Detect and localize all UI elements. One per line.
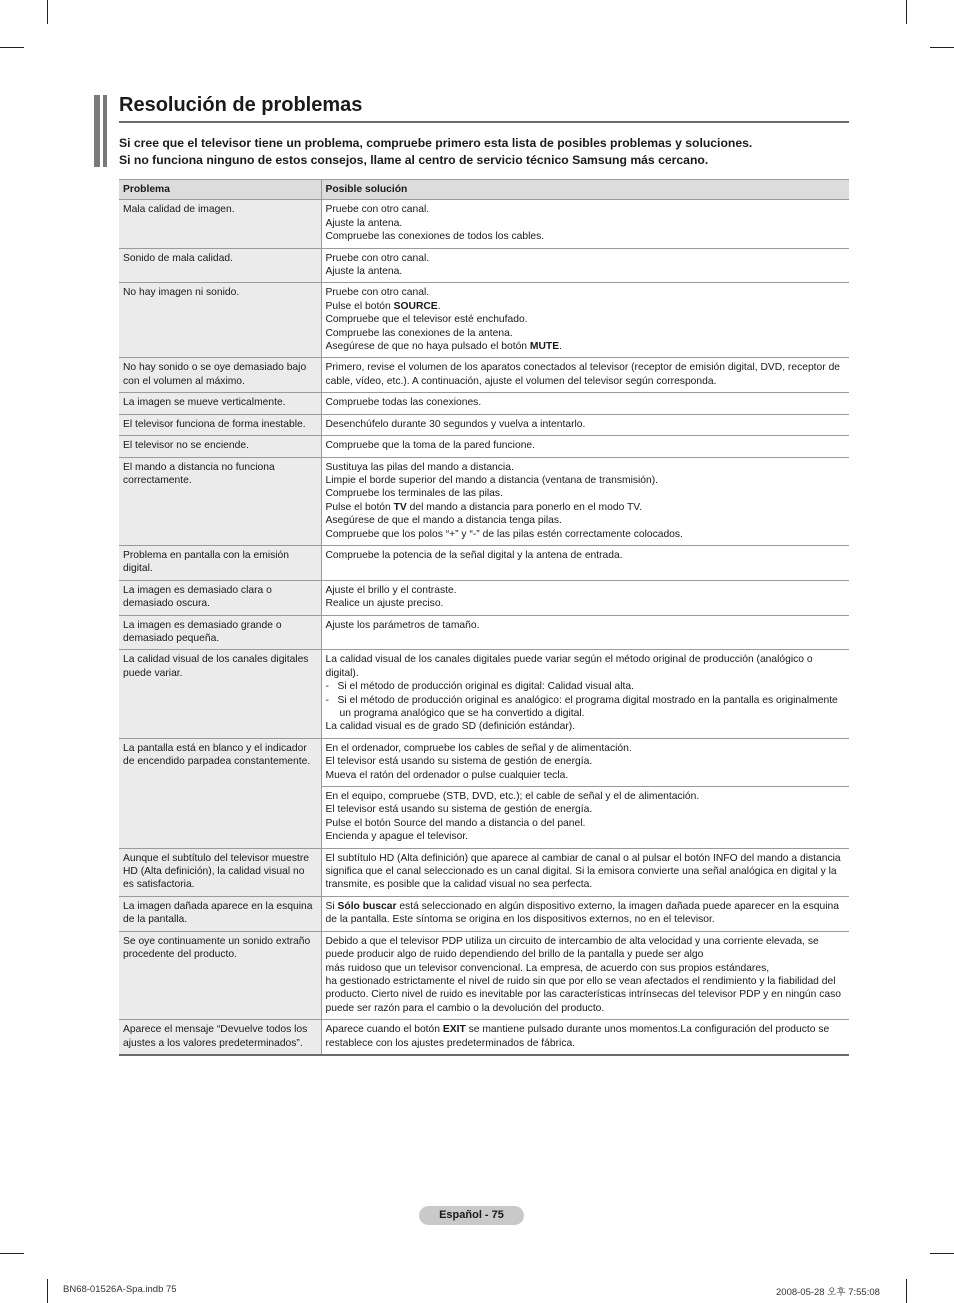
table-row — [119, 615, 849, 650]
solution-line: Compruebe las conexiones de la antena. — [325, 327, 513, 339]
table-row — [119, 283, 849, 358]
table-row — [119, 1020, 849, 1055]
table-row — [119, 436, 849, 457]
solution-cell — [321, 545, 849, 580]
section-marker — [94, 95, 110, 167]
solution-line: Compruebe la potencia de la señal digital y la antena de entrada. — [325, 549, 623, 561]
solution-cell — [321, 615, 849, 650]
title-divider — [119, 121, 849, 123]
solution-line: Pruebe con otro canal. — [325, 252, 430, 264]
solution-cell — [321, 896, 849, 931]
table-row — [119, 896, 849, 931]
problem-cell: El televisor no se enciende. — [119, 436, 321, 457]
table-body — [119, 200, 849, 1055]
solution-line: Primero, revise el volumen de los aparatos conectados al televisor (receptor de emisión digital, DVD, receptor de cable, vídeo, etc.). A continuación, ajuste el volumen del televisor según corresponda. — [325, 362, 841, 387]
crop-mark — [906, 1279, 907, 1303]
solution-line: Compruebe las conexiones de todos los cables. — [325, 231, 545, 243]
intro-line-1: Si cree que el televisor tiene un problema, compruebe primero esta lista de posibles problemas y soluciones. — [119, 136, 753, 150]
solution-line: Pulse el botón SOURCE. — [325, 300, 441, 312]
crop-mark — [0, 47, 24, 48]
page-number: Español - 75 — [419, 1206, 524, 1225]
solution-line: En el equipo, compruebe (STB, DVD, etc.); el cable de señal y el de alimentación. — [325, 791, 700, 803]
solution-cell — [321, 1020, 849, 1055]
table-row — [119, 200, 849, 248]
table-row — [119, 650, 849, 738]
table-row — [119, 738, 849, 786]
solution-line: Pulse el botón TV del mando a distancia para ponerlo en el modo TV. — [325, 501, 643, 513]
solution-line: Limpie el borde superior del mando a distancia (ventana de transmisión). — [325, 474, 659, 486]
problem-cell: Aparece el mensaje “Devuelve todos los ajustes a los valores predeterminados”. — [119, 1020, 321, 1055]
solution-cell — [321, 787, 849, 849]
table-row — [119, 848, 849, 896]
file-info: BN68-01526A-Spa.indb 75 — [63, 1284, 177, 1295]
solution-cell — [321, 738, 849, 786]
solution-line: Mueva el ratón del ordenador o pulse cualquier tecla. — [325, 769, 569, 781]
solution-cell — [321, 358, 849, 393]
solution-cell — [321, 931, 849, 1019]
solution-cell — [321, 414, 849, 435]
solution-cell — [321, 457, 849, 545]
solution-line: ha gestionado estrictamente el nivel de ruido sin que por ello se vean afectados el rendimiento y la fiabilidad del producto. Cierto nivel de ruido es inevitable por las características intrínsecas del televisor PDP y en ningún caso puede ser razón para el cambio o la devolución del producto. — [325, 975, 841, 1014]
table-row — [119, 414, 849, 435]
problem-cell: Sonido de mala calidad. — [119, 248, 321, 283]
solution-line: Realice un ajuste preciso. — [325, 598, 444, 610]
solution-line: - Si el método de producción original es digital: Calidad visual alta. — [325, 681, 635, 693]
solution-line: Pulse el botón Source del mando a distancia o del panel. — [325, 817, 586, 829]
solution-line: Aparece cuando el botón EXIT se mantiene pulsado durante unos momentos.La configuración del producto se restablece con los ajustes predeterminados de fábrica. — [325, 1024, 830, 1049]
column-header-problem: Problema — [119, 180, 321, 200]
solution-cell — [321, 650, 849, 738]
solution-line: Compruebe que el televisor esté enchufado. — [325, 314, 528, 326]
problem-cell: La imagen dañada aparece en la esquina de la pantalla. — [119, 896, 321, 931]
solution-line: Compruebe todas las conexiones. — [325, 397, 482, 409]
problem-cell: Se oye continuamente un sonido extraño procedente del producto. — [119, 931, 321, 1019]
solution-line: Sustituya las pilas del mando a distancia. — [325, 461, 514, 473]
solution-line: Pruebe con otro canal. — [325, 287, 430, 299]
table-row — [119, 457, 849, 545]
problem-cell: La imagen se mueve verticalmente. — [119, 393, 321, 414]
table-row — [119, 358, 849, 393]
solution-line: Ajuste el brillo y el contraste. — [325, 584, 457, 596]
crop-mark — [47, 0, 48, 24]
crop-mark — [906, 0, 907, 24]
problem-cell: No hay imagen ni sonido. — [119, 283, 321, 358]
problem-cell: El televisor funciona de forma inestable. — [119, 414, 321, 435]
page-title: Resolución de problemas — [119, 94, 363, 116]
solution-line: En el ordenador, compruebe los cables de señal y de alimentación. — [325, 742, 632, 754]
solution-line: La calidad visual de los canales digitales puede variar según el método original de producción (analógico o digital). — [325, 654, 813, 679]
solution-cell — [321, 393, 849, 414]
table-row — [119, 393, 849, 414]
solution-cell — [321, 436, 849, 457]
solution-cell — [321, 248, 849, 283]
solution-line: Pruebe con otro canal. — [325, 204, 430, 216]
solution-line: Encienda y apague el televisor. — [325, 831, 469, 843]
problem-cell: La pantalla está en blanco y el indicador de encendido parpadea constantemente. — [119, 738, 321, 848]
intro-line-2: Si no funciona ninguno de estos consejos, llame al centro de servicio técnico Samsung más cercano. — [119, 153, 709, 167]
table-row — [119, 248, 849, 283]
problem-cell: La calidad visual de los canales digitales puede variar. — [119, 650, 321, 738]
intro-text — [119, 135, 849, 169]
solution-line: Ajuste la antena. — [325, 266, 403, 278]
solution-line: La calidad visual es de grado SD (definición estándar). — [325, 721, 576, 733]
solution-cell — [321, 580, 849, 615]
solution-line: El televisor está usando su sistema de gestión de energía. — [325, 804, 593, 816]
crop-mark — [0, 1253, 24, 1254]
troubleshooting-table — [119, 179, 849, 1056]
problem-cell: Mala calidad de imagen. — [119, 200, 321, 248]
solution-line: El subtítulo HD (Alta definición) que aparece al cambiar de canal o al pulsar el botón INFO del mando a distancia significa que el canal seleccionado es un canal digital. Si la emisora convierte una señal analógica en digital y la transmite, es posible que la calidad visual no sea perfecta. — [325, 852, 841, 891]
problem-cell: La imagen es demasiado grande o demasiado pequeña. — [119, 615, 321, 650]
solution-cell — [321, 283, 849, 358]
solution-line: Compruebe que los polos “+” y “-” de las pilas estén correctamente colocados. — [325, 528, 683, 540]
crop-mark — [930, 1253, 954, 1254]
table-row — [119, 931, 849, 1019]
solution-line: El televisor está usando su sistema de gestión de energía. — [325, 756, 593, 768]
solution-line: más ruidoso que un televisor convencional. La empresa, de acuerdo con sus propios estándares, — [325, 962, 770, 974]
column-header-solution: Posible solución — [321, 180, 849, 200]
solution-line: Desenchúfelo durante 30 segundos y vuelva a intentarlo. — [325, 418, 586, 430]
print-timestamp: 2008-05-28 오후 7:55:08 — [776, 1287, 880, 1298]
solution-line: Asegúrese de que el mando a distancia tenga pilas. — [325, 515, 562, 527]
table-header-row — [119, 180, 849, 200]
table-row — [119, 580, 849, 615]
solution-line: Compruebe que la toma de la pared funcione. — [325, 440, 536, 452]
solution-line: Ajuste la antena. — [325, 217, 403, 229]
problem-cell: Aunque el subtítulo del televisor muestre HD (Alta definición), la calidad visual no es satisfactoria. — [119, 848, 321, 896]
solution-cell — [321, 848, 849, 896]
solution-line: Debido a que el televisor PDP utiliza un circuito de intercambio de alta velocidad y una corriente elevada, se puede producir algo de ruido dependiendo del brillo de la pantalla y puede ser algo — [325, 935, 819, 961]
crop-mark — [47, 1279, 48, 1303]
solution-line: Compruebe los terminales de las pilas. — [325, 488, 503, 500]
problem-cell: No hay sonido o se oye demasiado bajo con el volumen al máximo. — [119, 358, 321, 393]
solution-line: - Si el método de producción original es analógico: el programa digital mostrado en la pantalla es originalmente un programa analógico que se ha convertido a digital. — [325, 694, 838, 719]
problem-cell: El mando a distancia no funciona correctamente. — [119, 457, 321, 545]
problem-cell: La imagen es demasiado clara o demasiado oscura. — [119, 580, 321, 615]
solution-line: Si Sólo buscar está seleccionado en algún dispositivo externo, la imagen dañada puede aparecer en la esquina de la pantalla. Este síntoma se origina en los dispositivos externos, no en el televisor. — [325, 900, 839, 926]
solution-cell — [321, 200, 849, 248]
crop-mark — [930, 47, 954, 48]
table-row — [119, 545, 849, 580]
problem-cell: Problema en pantalla con la emisión digital. — [119, 545, 321, 580]
solution-line: Asegúrese de que no haya pulsado el botón MUTE. — [325, 341, 562, 353]
solution-line: Ajuste los parámetros de tamaño. — [325, 619, 480, 631]
